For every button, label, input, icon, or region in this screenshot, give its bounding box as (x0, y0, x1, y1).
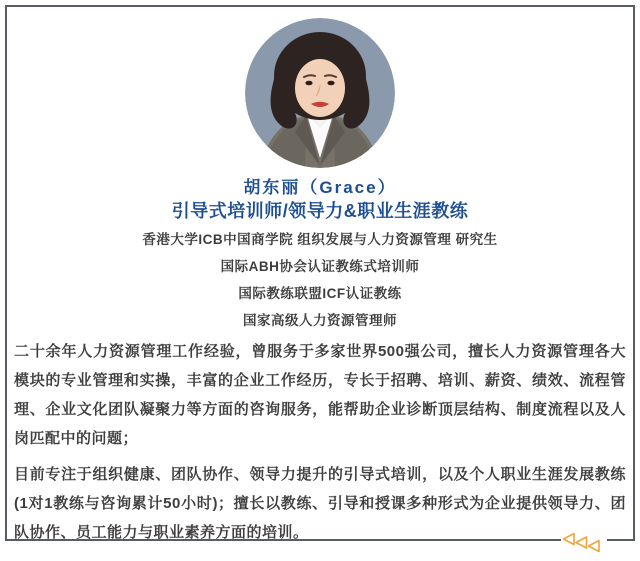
credentials-list (0, 226, 640, 334)
credential-line: 国际ABH协会认证教练式培训师 (220, 259, 420, 274)
credential-line: 国际教练联盟ICF认证教练 (238, 286, 402, 301)
profile-photo (245, 18, 395, 168)
portrait-illustration (245, 18, 395, 168)
profile-name: 胡东丽（Grace） (243, 178, 397, 197)
triple-left-triangles-icon (561, 532, 607, 558)
credential-line: 香港大学ICB中国商学院 组织发展与人力资源管理 研究生 (142, 232, 498, 247)
bio-paragraph: 二十余年人力资源管理工作经验，曾服务于多家世界500强公司，擅长人力资源管理各大模块的专业管理和实操，丰富的企业工作经历，专长于招聘、培训、薪资、绩效、流程管理、企业文化团队凝聚力等方面的咨询服务，能帮助企业诊断顶层结构、制度流程以及人岗匹配中的问题； (14, 343, 626, 447)
profile-title: 引导式培训师/领导力&职业生涯教练 (171, 201, 469, 221)
bio-paragraph: 目前专注于组织健康、团队协作、领导力提升的引导式培训，以及个人职业生涯发展教练(1对1教练与咨询累计50小时)；擅长以教练、引导和授课多种形式为企业提供领导力、团队协作、员工能力与职业素养方面的培训。 (14, 466, 626, 541)
bio-section (14, 337, 626, 554)
credential-line: 国家高级人力资源管理师 (243, 313, 397, 328)
